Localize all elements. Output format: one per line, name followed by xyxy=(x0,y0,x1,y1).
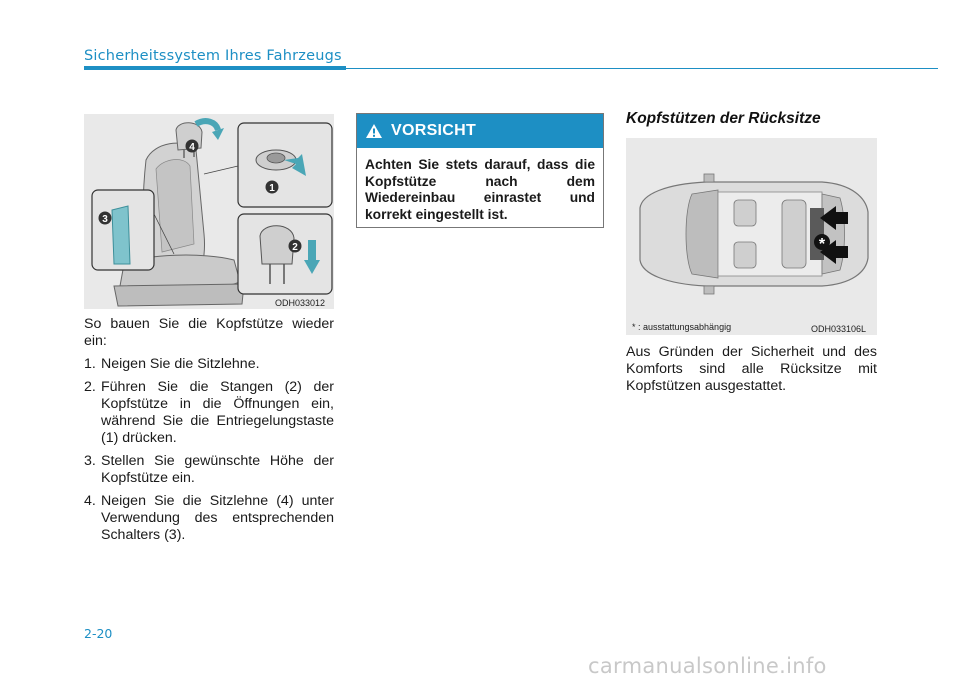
rear-headrests-text-column xyxy=(626,344,877,401)
caution-box xyxy=(356,113,604,228)
intro-paragraph: So bauen Sie die Kopfstütze wieder ein: xyxy=(84,316,334,349)
figure2-code: ODH033106L xyxy=(811,324,867,334)
caution-header xyxy=(357,114,603,148)
seat-illustration xyxy=(84,114,334,309)
list-item xyxy=(84,493,334,544)
section-header-title: Sicherheitssystem Ihres Fahrzeugs xyxy=(84,48,342,64)
step-number: 3. xyxy=(84,453,96,469)
step-text: Führen Sie die Stangen (2) der Kopfstütze in die Öffnungen ein, während Sie die Entriegelungstaste (1) drücken. xyxy=(101,379,334,446)
car-top-view-illustration xyxy=(626,138,877,335)
rear-headrests-paragraph: Aus Gründen der Sicherheit und des Komforts sind alle Rücksitze mit Kopfstützen ausgestattet. xyxy=(626,344,877,394)
step-text: Stellen Sie gewünschte Höhe der Kopfstütze ein. xyxy=(101,453,334,486)
figure1-code: ODH033012 xyxy=(275,298,326,308)
caution-text: Achten Sie stets darauf, dass die Kopfstütze nach dem Wiedereinbau einrastet und korrekt eingestellt ist. xyxy=(365,157,595,222)
list-item xyxy=(84,453,334,487)
asterisk-marker: * xyxy=(818,236,826,253)
step-number: 1. xyxy=(84,356,96,372)
list-item xyxy=(84,379,334,447)
figure2-note: * : ausstattungsabhängig xyxy=(632,322,732,332)
warning-triangle-icon xyxy=(365,123,383,139)
svg-text:2: 2 xyxy=(292,242,298,253)
caution-title: VORSICHT xyxy=(391,122,477,139)
step-number: 4. xyxy=(84,493,96,509)
step-text: Neigen Sie die Sitzlehne. xyxy=(101,356,260,372)
step-text: Neigen Sie die Sitzlehne (4) unter Verwendung des entsprechenden Schalters (3). xyxy=(101,493,334,543)
svg-text:1: 1 xyxy=(269,183,275,194)
svg-text:3: 3 xyxy=(102,214,108,225)
step-number: 2. xyxy=(84,379,96,395)
header-rule-thin xyxy=(346,68,938,69)
page-number: 2-20 xyxy=(84,626,113,641)
instructions-column xyxy=(84,316,334,550)
rear-headrests-figure xyxy=(626,138,877,335)
header-rule-thick xyxy=(84,66,346,70)
list-item xyxy=(84,356,334,373)
headrest-installation-figure xyxy=(84,114,334,309)
watermark: carmanualsonline.info xyxy=(588,654,827,678)
section-heading: Kopfstützen der Rücksitze xyxy=(626,110,821,127)
svg-text:4: 4 xyxy=(189,142,195,153)
